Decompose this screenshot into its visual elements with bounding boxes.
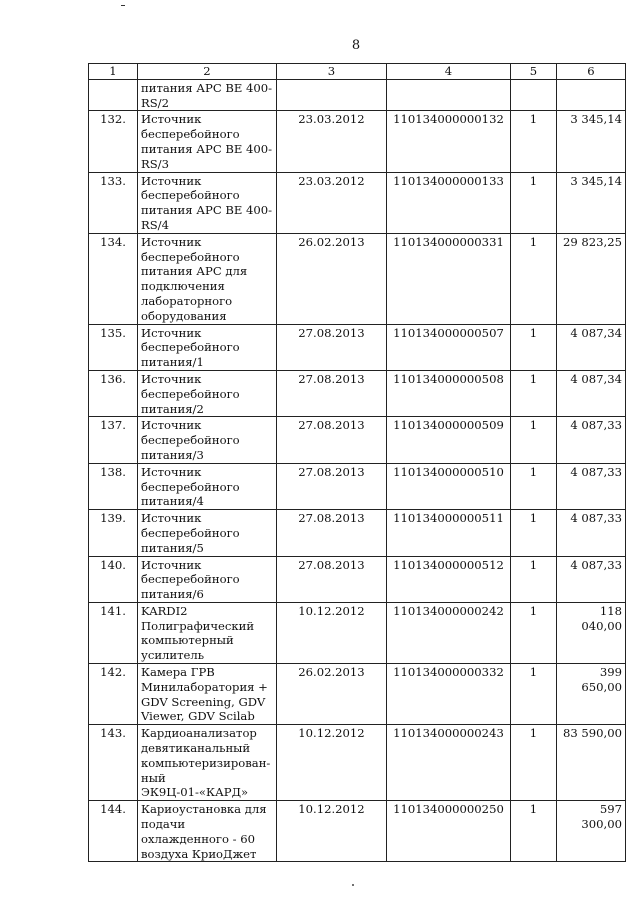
item-name: Кардиоанализатор девятиканальный компьютеризирован-ный ЭК9Ц-01-«КАРД» bbox=[138, 725, 277, 801]
item-name: Источник бесперебойного питания/3 bbox=[138, 417, 277, 463]
quantity: 1 bbox=[511, 370, 557, 416]
quantity: 1 bbox=[511, 417, 557, 463]
amount: 118 040,00 bbox=[557, 602, 626, 663]
row-number: 144. bbox=[89, 801, 138, 862]
table-row bbox=[89, 664, 626, 725]
acquisition-date: 27.08.2013 bbox=[277, 510, 387, 556]
quantity: 1 bbox=[511, 463, 557, 509]
quantity: 1 bbox=[511, 111, 557, 172]
item-name: Источник бесперебойного питания/5 bbox=[138, 510, 277, 556]
amount: 3 345,14 bbox=[557, 172, 626, 233]
table-row bbox=[89, 801, 626, 862]
acquisition-date: 27.08.2013 bbox=[277, 556, 387, 602]
page-number: 8 bbox=[351, 38, 361, 53]
row-number: 142. bbox=[89, 664, 138, 725]
item-name: Источник бесперебойного питания/4 bbox=[138, 463, 277, 509]
row-number: 135. bbox=[89, 324, 138, 370]
amount: 4 087,34 bbox=[557, 370, 626, 416]
quantity: 1 bbox=[511, 801, 557, 862]
row-number: 132. bbox=[89, 111, 138, 172]
amount bbox=[557, 79, 626, 111]
row-number bbox=[89, 79, 138, 111]
acquisition-date: 27.08.2013 bbox=[277, 324, 387, 370]
column-number: 2 bbox=[138, 64, 277, 80]
amount: 4 087,33 bbox=[557, 417, 626, 463]
column-number: 4 bbox=[387, 64, 511, 80]
quantity: 1 bbox=[511, 510, 557, 556]
item-name: Источник бесперебойного питания АРС для подключения лабораторного оборудования bbox=[138, 233, 277, 324]
amount: 4 087,33 bbox=[557, 510, 626, 556]
row-number: 139. bbox=[89, 510, 138, 556]
inventory-number: 110134000000133 bbox=[387, 172, 511, 233]
inventory-number bbox=[387, 79, 511, 111]
amount: 597 300,00 bbox=[557, 801, 626, 862]
inventory-number: 110134000000509 bbox=[387, 417, 511, 463]
row-number: 134. bbox=[89, 233, 138, 324]
inventory-number: 110134000000243 bbox=[387, 725, 511, 801]
item-name: KARDI2 Полиграфический компьютерный усилитель bbox=[138, 602, 277, 663]
item-name: Источник бесперебойного питания АРС ВЕ 400-RS/4 bbox=[138, 172, 277, 233]
inventory-number: 110134000000331 bbox=[387, 233, 511, 324]
item-name: питания АРС ВЕ 400-RS/2 bbox=[138, 79, 277, 111]
table-row bbox=[89, 370, 626, 416]
column-number: 5 bbox=[511, 64, 557, 80]
quantity: 1 bbox=[511, 725, 557, 801]
item-name: Источник бесперебойного питания/6 bbox=[138, 556, 277, 602]
table-row bbox=[89, 602, 626, 663]
table-row bbox=[89, 510, 626, 556]
quantity: 1 bbox=[511, 233, 557, 324]
inventory-number: 110134000000512 bbox=[387, 556, 511, 602]
inventory-number: 110134000000510 bbox=[387, 463, 511, 509]
acquisition-date: 23.03.2012 bbox=[277, 111, 387, 172]
table-row bbox=[89, 111, 626, 172]
scan-mark bbox=[121, 5, 125, 6]
row-number: 136. bbox=[89, 370, 138, 416]
row-number: 140. bbox=[89, 556, 138, 602]
inventory-number: 110134000000242 bbox=[387, 602, 511, 663]
quantity: 1 bbox=[511, 602, 557, 663]
acquisition-date: 10.12.2012 bbox=[277, 602, 387, 663]
amount: 4 087,33 bbox=[557, 463, 626, 509]
item-name: Источник бесперебойного питания/2 bbox=[138, 370, 277, 416]
amount: 83 590,00 bbox=[557, 725, 626, 801]
inventory-number: 110134000000508 bbox=[387, 370, 511, 416]
item-name: Кариоустановка для подачи охлажденного - 60 воздуха КриоДжет bbox=[138, 801, 277, 862]
acquisition-date: 26.02.2013 bbox=[277, 664, 387, 725]
table-row bbox=[89, 79, 626, 111]
row-number: 143. bbox=[89, 725, 138, 801]
row-number: 133. bbox=[89, 172, 138, 233]
item-name: Камера ГРВ Минилаборатория + GDV Screening, GDV Viewer, GDV Scilab bbox=[138, 664, 277, 725]
amount: 399 650,00 bbox=[557, 664, 626, 725]
quantity: 1 bbox=[511, 664, 557, 725]
column-number: 6 bbox=[557, 64, 626, 80]
item-name: Источник бесперебойного питания/1 bbox=[138, 324, 277, 370]
inventory-number: 110134000000132 bbox=[387, 111, 511, 172]
row-number: 138. bbox=[89, 463, 138, 509]
column-number: 1 bbox=[89, 64, 138, 80]
table-row bbox=[89, 725, 626, 801]
table-row bbox=[89, 172, 626, 233]
acquisition-date: 23.03.2012 bbox=[277, 172, 387, 233]
table-row bbox=[89, 233, 626, 324]
quantity bbox=[511, 79, 557, 111]
amount: 29 823,25 bbox=[557, 233, 626, 324]
quantity: 1 bbox=[511, 556, 557, 602]
column-number: 3 bbox=[277, 64, 387, 80]
item-name: Источник бесперебойного питания АРС ВЕ 400-RS/3 bbox=[138, 111, 277, 172]
quantity: 1 bbox=[511, 172, 557, 233]
amount: 4 087,34 bbox=[557, 324, 626, 370]
acquisition-date: 27.08.2013 bbox=[277, 463, 387, 509]
scan-dot bbox=[352, 884, 354, 886]
table-row bbox=[89, 417, 626, 463]
register-table bbox=[88, 63, 626, 862]
inventory-number: 110134000000332 bbox=[387, 664, 511, 725]
row-number: 137. bbox=[89, 417, 138, 463]
table-row bbox=[89, 556, 626, 602]
table-row bbox=[89, 324, 626, 370]
acquisition-date: 26.02.2013 bbox=[277, 233, 387, 324]
acquisition-date: 27.08.2013 bbox=[277, 370, 387, 416]
inventory-number: 110134000000250 bbox=[387, 801, 511, 862]
acquisition-date: 10.12.2012 bbox=[277, 725, 387, 801]
amount: 3 345,14 bbox=[557, 111, 626, 172]
quantity: 1 bbox=[511, 324, 557, 370]
column-number-row bbox=[89, 64, 626, 80]
inventory-number: 110134000000507 bbox=[387, 324, 511, 370]
acquisition-date bbox=[277, 79, 387, 111]
acquisition-date: 10.12.2012 bbox=[277, 801, 387, 862]
amount: 4 087,33 bbox=[557, 556, 626, 602]
inventory-number: 110134000000511 bbox=[387, 510, 511, 556]
row-number: 141. bbox=[89, 602, 138, 663]
acquisition-date: 27.08.2013 bbox=[277, 417, 387, 463]
table-row bbox=[89, 463, 626, 509]
